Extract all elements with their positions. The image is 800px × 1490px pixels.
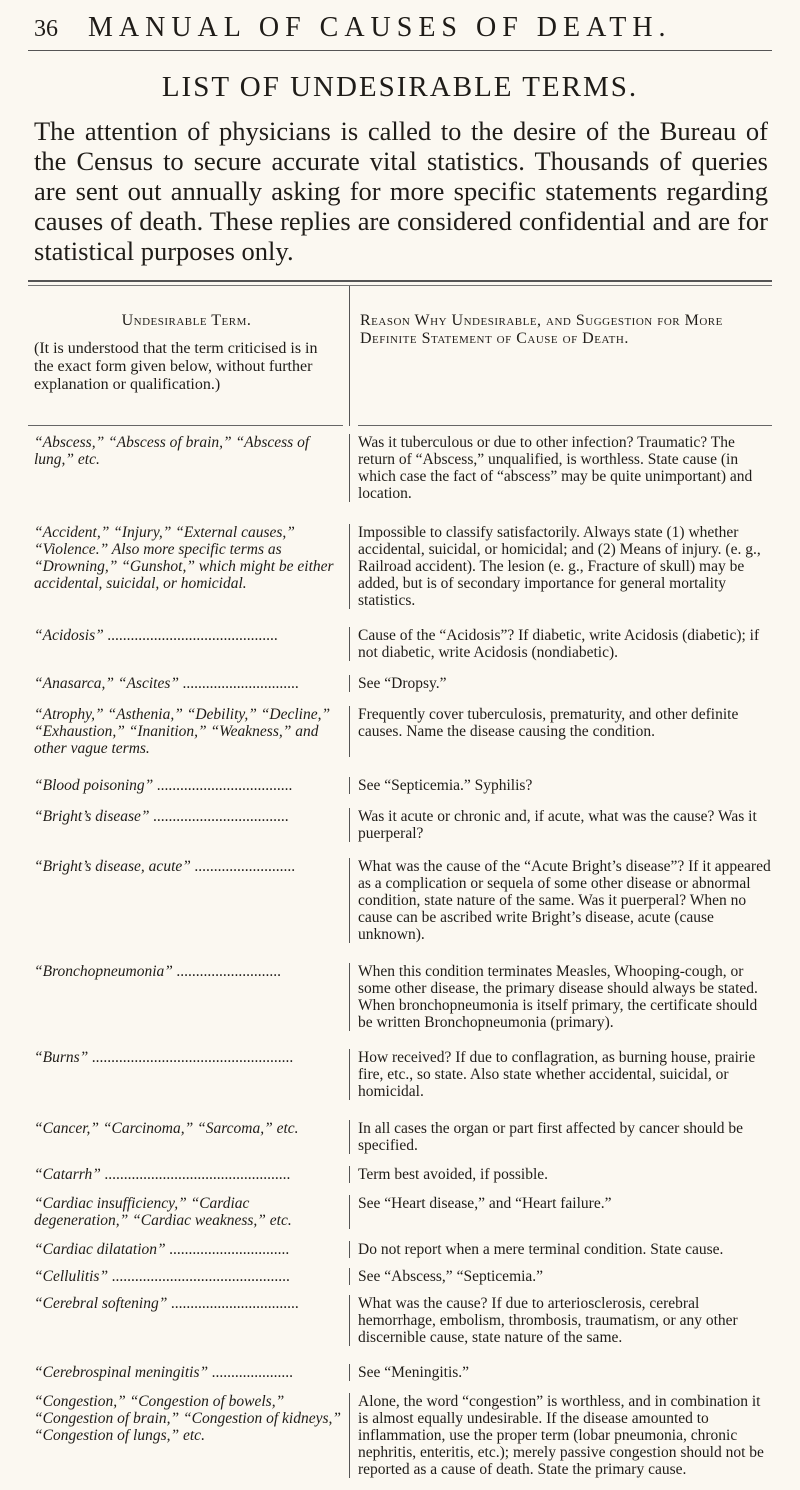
- reason-text: See “Septicemia.” Syphilis?: [358, 777, 533, 794]
- table-row: [28, 627, 772, 661]
- table-row: [28, 1049, 772, 1100]
- undesirable-term: “Burns” ....................................................: [28, 1049, 350, 1100]
- left-column-header: [28, 286, 343, 426]
- table-row: [28, 1241, 772, 1258]
- reason-text: See “Meningitis.”: [358, 1364, 470, 1381]
- table-row: [28, 777, 772, 794]
- reason-text: Frequently cover tuberculosis, prematurity, and other definite causes. Name the disease causing the condition.: [358, 706, 739, 740]
- page-number: 36: [34, 16, 58, 42]
- running-head: [28, 12, 772, 50]
- reason-text: Was it tuberculous or due to other infection? Traumatic? The return of “Abscess,” unqualified, is worthless. State cause (in which case the fact of “abscess” may be quite unimportant) and location.: [358, 434, 753, 502]
- undesirable-term: “Cardiac dilatation” ...............................: [28, 1241, 350, 1258]
- terms-table-body: [28, 426, 772, 1490]
- table-row: [28, 963, 772, 1031]
- table-row: [28, 1120, 772, 1154]
- reason-text: In all cases the organ or part first affected by cancer should be specified.: [358, 1120, 744, 1154]
- reason-text: Do not report when a mere terminal condition. State cause.: [358, 1241, 724, 1258]
- undesirable-term: “Bright’s disease” ...................................: [28, 808, 350, 842]
- table-row: [28, 1393, 772, 1478]
- header-rule: [28, 50, 772, 51]
- table-row: [28, 1166, 772, 1183]
- reason-text: What was the cause? If due to arteriosclerosis, cerebral hemorrhage, embolism, thrombosis, traumatism, or any other discernible cause, state nature of the same.: [358, 1295, 738, 1346]
- running-title: MANUAL OF CAUSES OF DEATH.: [88, 12, 672, 43]
- undesirable-term: “Cerebrospinal meningitis” .....................: [28, 1364, 350, 1381]
- reason-text: When this condition terminates Measles, Whooping-cough, or some other disease, the primary disease should always be stated. When bronchopneumonia is itself primary, the certificate should be written Bronchopneumonia (primary).: [358, 963, 758, 1031]
- table-row: [28, 1295, 772, 1346]
- undesirable-term: “Bright’s disease, acute” ..........................: [28, 858, 350, 943]
- intro-paragraph: The attention of physicians is called to the desire of the Bureau of the Census to secure accurate vital statistics. Thousands of queries are sent out annually asking for more specific statements regarding causes of death. These replies are considered confidential and are for statistical purposes only.: [34, 116, 768, 266]
- table-row: [28, 675, 772, 692]
- undesirable-term: “Bronchopneumonia” ...........................: [28, 963, 350, 1031]
- undesirable-term: “Cardiac insufficiency,” “Cardiac degeneration,” “Cardiac weakness,” etc.: [28, 1195, 350, 1229]
- undesirable-term: “Accident,” “Injury,” “External causes,” “Violence.” Also more specific terms as “Drowning,” “Gunshot,” which might be either accidental, suicidal, or homicidal.: [28, 524, 350, 609]
- undesirable-term: “Cancer,” “Carcinoma,” “Sarcoma,” etc.: [28, 1120, 350, 1154]
- table-row: [28, 858, 772, 943]
- left-column-note: (It is understood that the term criticised is in the exact form given below, without further explanation or qualification.): [34, 340, 318, 393]
- undesirable-term: “Cellulitis” ..............................................: [28, 1268, 350, 1285]
- table-row: [28, 706, 772, 757]
- undesirable-term: “Abscess,” “Abscess of brain,” “Abscess of lung,” etc.: [28, 434, 350, 502]
- left-column-title: Undesirable Term.: [121, 312, 252, 329]
- table-row: [28, 434, 772, 502]
- undesirable-term: “Congestion,” “Congestion of bowels,” “Congestion of brain,” “Congestion of kidneys,” “Congestion of lungs,” etc.: [28, 1393, 350, 1478]
- right-column-title: Reason Why Undesirable, and Suggestion for More Definite Statement of Cause of Death.: [360, 312, 723, 347]
- undesirable-term: “Acidosis” ............................................: [28, 627, 350, 661]
- reason-text: Cause of the “Acidosis”? If diabetic, write Acidosis (diabetic); if not diabetic, write Acidosis (nondiabetic).: [358, 627, 760, 661]
- table-row: [28, 1268, 772, 1285]
- reason-text: See “Abscess,” “Septicemia.”: [358, 1268, 544, 1285]
- undesirable-term: “Anasarca,” “Ascites” ..............................: [28, 675, 350, 692]
- reason-text: Term best avoided, if possible.: [358, 1166, 549, 1183]
- undesirable-term: “Catarrh” ................................................: [28, 1166, 350, 1183]
- reason-text: Alone, the word “congestion” is worthless, and in combination it is almost equally undesirable. If the disease amounted to inflammation, use the proper term (lobar pneumonia, chronic nephritis, enteritis, etc.); merely passive congestion should not be reported as a cause of death. State the primary cause.: [358, 1393, 764, 1478]
- reason-text: Impossible to classify satisfactorily. Always state (1) whether accidental, suicidal, or homicidal; and (2) Means of injury. (e. g., Railroad accident). The lesion (e. g., Fracture of skull) may be added, but is of secondary importance for general mortality statistics.: [358, 524, 761, 609]
- reason-text: Was it acute or chronic and, if acute, what was the cause? Was it puerperal?: [358, 808, 757, 842]
- table-row: [28, 1364, 772, 1381]
- reason-text: How received? If due to conflagration, as burning house, prairie fire, etc., so state. Also state whether accidental, suicidal, or homicidal.: [358, 1049, 756, 1100]
- terms-table-header: [28, 286, 772, 426]
- right-column-header: [358, 286, 772, 426]
- undesirable-term: “Blood poisoning” ...................................: [28, 777, 350, 794]
- reason-text: What was the cause of the “Acute Bright’s disease”? If it appeared as a complication or sequela of some other disease or abnormal condition, state nature of the same. Was it puerperal? When no cause can be ascribed write Bright’s disease, acute (cause unknown).: [358, 858, 771, 943]
- list-title: LIST OF UNDESIRABLE TERMS.: [161, 71, 639, 103]
- undesirable-term: “Atrophy,” “Asthenia,” “Debility,” “Decline,” “Exhaustion,” “Inanition,” “Weakness,” and other vague terms.: [28, 706, 350, 757]
- undesirable-term: “Cerebral softening” .................................: [28, 1295, 350, 1346]
- table-row: [28, 808, 772, 842]
- reason-text: See “Heart disease,” and “Heart failure.”: [358, 1195, 612, 1212]
- reason-text: See “Dropsy.”: [358, 675, 447, 692]
- table-row: [28, 524, 772, 609]
- table-row: [28, 1195, 772, 1229]
